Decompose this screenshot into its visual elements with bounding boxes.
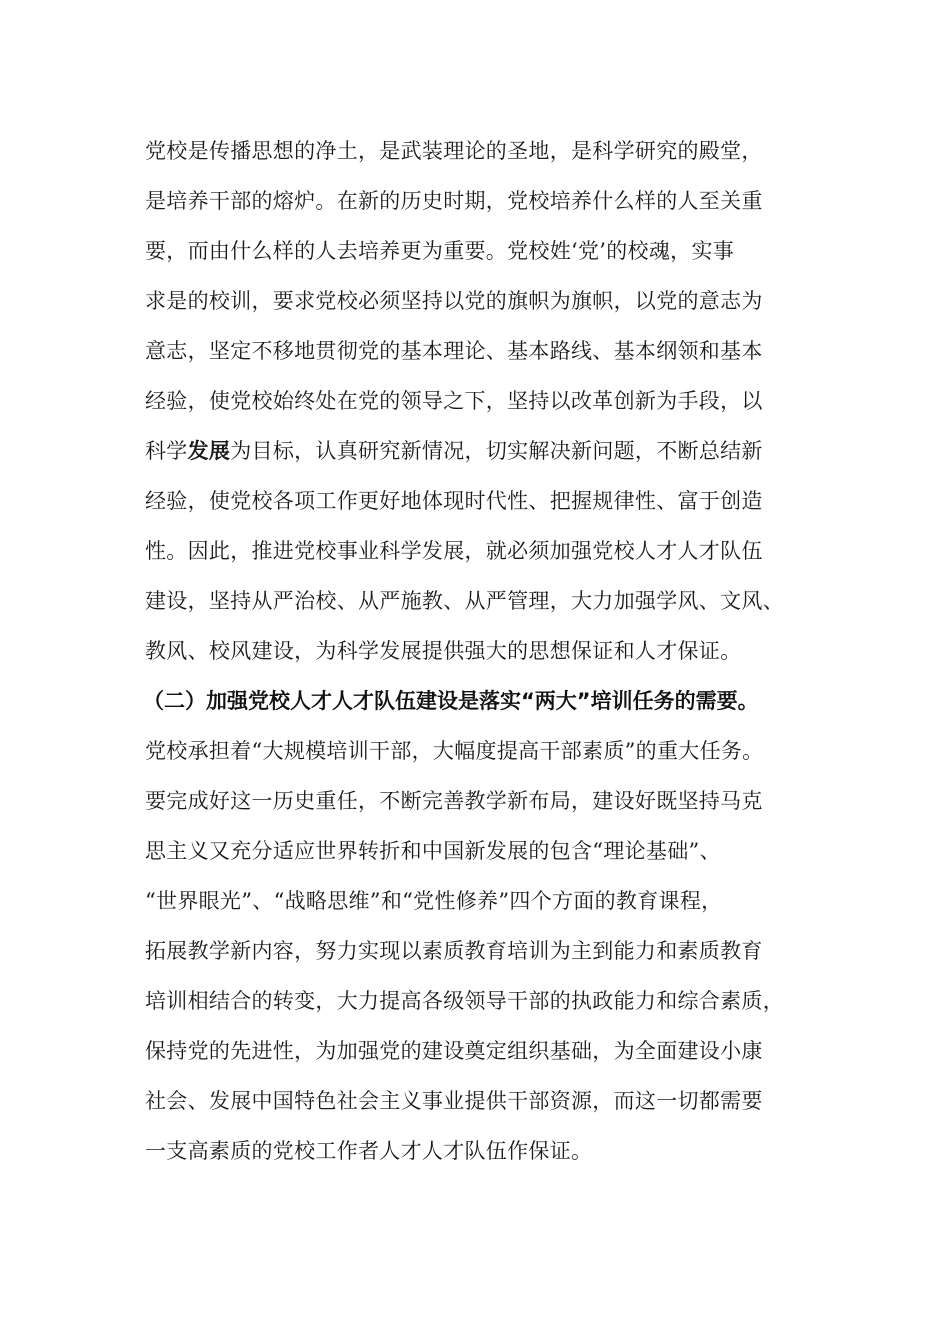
line-text: 为目标，认真研究新情况，切实解决新问题，不断总结新 [230, 439, 763, 463]
paragraph-line: 要，而由什么样的人去培养更为重要。党校姓‘党’的校魂，实事 [145, 239, 735, 263]
paragraph-line: 经验，使党校始终处在党的领导之下，坚持以改革创新为手段，以 [145, 389, 763, 413]
paragraph-line: 社会、发展中国特色社会主义事业提供干部资源，而这一切都需要 [145, 1089, 763, 1113]
section-heading: （二）加强党校人才人才队伍建设是落实“两大”培训任务的需要。 [143, 689, 759, 713]
paragraph-line: 培训相结合的转变，大力提高各级领导干部的执政能力和综合素质， [145, 989, 784, 1013]
paragraph-line: 是培养干部的熔炉。在新的历史时期，党校培养什么样的人至关重 [145, 189, 763, 213]
paragraph-line: 教风、校风建设，为科学发展提供强大的思想保证和人才保证。 [145, 639, 742, 663]
bold-keyword: 发展 [187, 439, 231, 463]
paragraph-line: 意志，坚定不移地贯彻党的基本理论、基本路线、基本纲领和基本 [145, 339, 763, 363]
paragraph-line: 性。因此，推进党校事业科学发展，就必须加强党校人才人才队伍 [145, 539, 763, 563]
paragraph-line: 求是的校训，要求党校必须坚持以党的旗帜为旗帜，以党的意志为 [145, 289, 763, 313]
paragraph-line: “世界眼光”、“战略思维”和“党性修养”四个方面的教育课程， [145, 889, 723, 913]
paragraph-line: 拓展教学新内容，努力实现以素质教育培训为主到能力和素质教育 [145, 939, 763, 963]
paragraph-line: 经验，使党校各项工作更好地体现时代性、把握规律性、富于创造 [145, 489, 763, 513]
paragraph-line: 思主义又充分适应世界转折和中国新发展的包含“理论基础”、 [145, 839, 721, 863]
paragraph-line: 党校是传播思想的净土，是武装理论的圣地，是科学研究的殿堂， [145, 139, 763, 163]
paragraph-line: 要完成好这一历史重任，不断完善教学新布局，建设好既坚持马克 [145, 789, 763, 813]
paragraph-line: 建设，坚持从严治校、从严施教、从严管理，大力加强学风、文风、 [145, 589, 784, 613]
paragraph-line: 保持党的先进性，为加强党的建设奠定组织基础，为全面建设小康 [145, 1039, 763, 1063]
paragraph-line-with-bold [145, 426, 835, 476]
paragraph-line: 党校承担着“大规模培训干部，大幅度提高干部素质”的重大任务。 [145, 739, 764, 763]
document-body [145, 126, 835, 1176]
paragraph-line: 一支高素质的党校工作者人才人才队伍作保证。 [145, 1139, 593, 1163]
line-text: 科学 [145, 439, 188, 463]
